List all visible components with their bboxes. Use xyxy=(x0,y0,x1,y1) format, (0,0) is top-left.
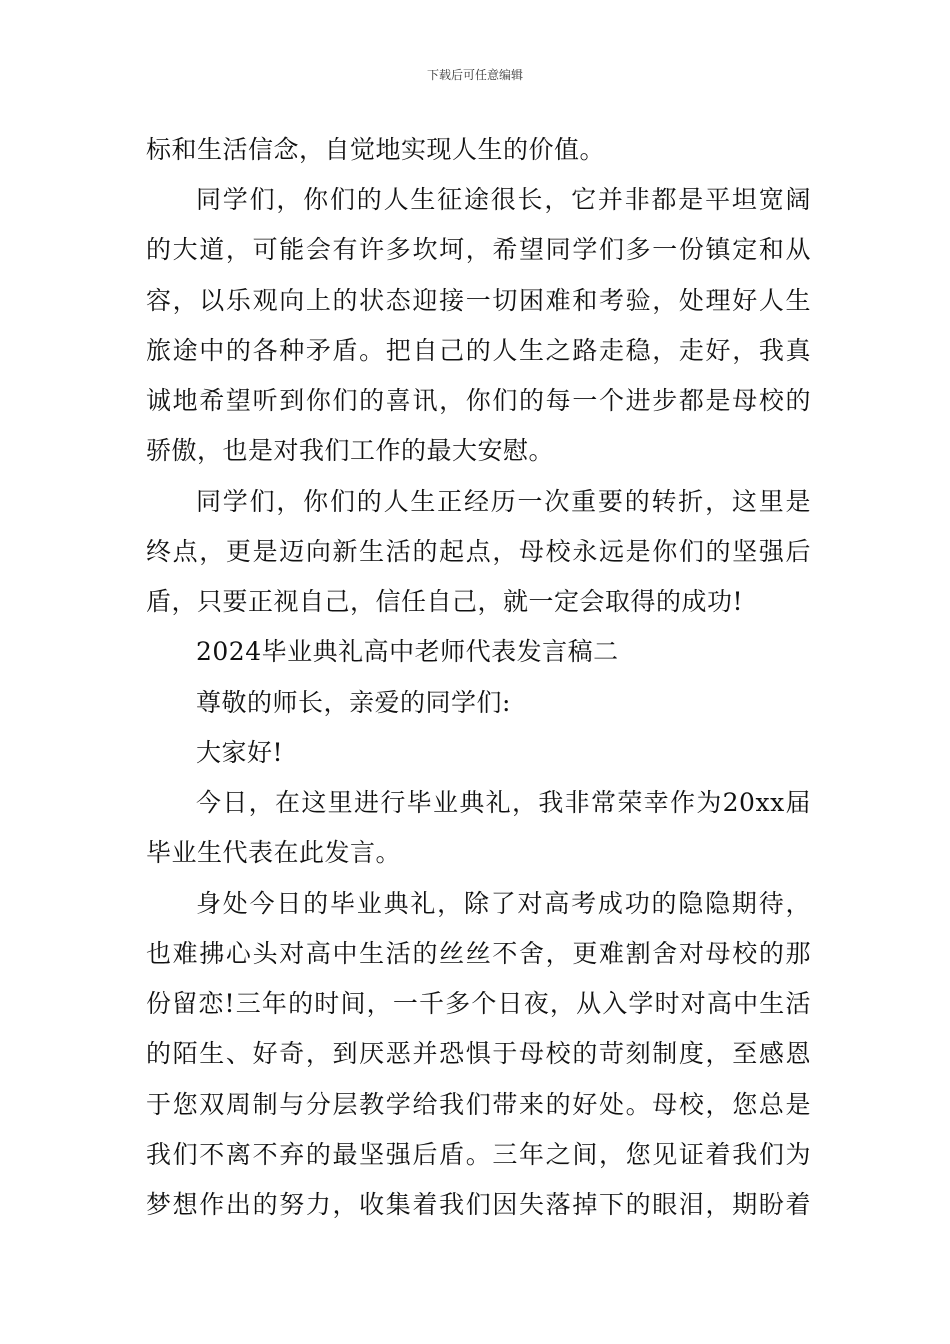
text-line: 份留恋!三年的时间，一千多个日夜，从入学时对高中生活 xyxy=(146,989,811,1018)
text-line: 同学们，你们的人生征途很长，它并非都是平坦宽阔 xyxy=(196,185,811,214)
text-line: 同学们，你们的人生正经历一次重要的转折，这里是 xyxy=(196,487,811,516)
text-line: 于您双周制与分层教学给我们带来的好处。母校，您总是 xyxy=(146,1090,811,1119)
text-line: 毕业生代表在此发言。 xyxy=(146,838,402,867)
text-line: 终点，更是迈向新生活的起点，母校永远是你们的坚强后 xyxy=(146,537,811,566)
text-line: 也难拂心头对高中生活的丝丝不舍，更难割舍对母校的那 xyxy=(146,939,811,968)
text-line: 梦想作出的努力，收集着我们因失落掉下的眼泪，期盼着 xyxy=(146,1190,811,1219)
text-line: 标和生活信念，自觉地实现人生的价值。 xyxy=(146,135,606,164)
text-line: 我们不离不弃的最坚强后盾。三年之间，您见证着我们为 xyxy=(146,1140,811,1169)
text-line: 容，以乐观向上的状态迎接一切困难和考验，处理好人生 xyxy=(146,286,811,315)
header-note: 下载后可任意编辑 xyxy=(426,68,523,82)
text-line: 的陌生、好奇，到厌恶并恐惧于母校的苛刻制度，至感恩 xyxy=(146,1039,811,1068)
salutation: 尊敬的师长，亲爱的同学们: xyxy=(196,688,511,717)
text-line: 旅途中的各种矛盾。把自己的人生之路走稳，走好，我真 xyxy=(146,336,811,365)
text-line: 骄傲，也是对我们工作的最大安慰。 xyxy=(146,436,555,465)
text-line: 诚地希望听到你们的喜讯，你们的每一个进步都是母校的 xyxy=(146,386,811,415)
text-line: 盾，只要正视自己，信任自己，就一定会取得的成功! xyxy=(146,587,744,616)
text-line: 身处今日的毕业典礼，除了对高考成功的隐隐期待， xyxy=(196,889,811,918)
greeting: 大家好! xyxy=(196,738,284,767)
text-line: 的大道，可能会有许多坎坷，希望同学们多一份镇定和从 xyxy=(146,235,811,264)
text-line: 今日，在这里进行毕业典礼，我非常荣幸作为20xx届 xyxy=(196,788,811,817)
section-heading: 2024毕业典礼高中老师代表发言稿二 xyxy=(196,637,619,666)
